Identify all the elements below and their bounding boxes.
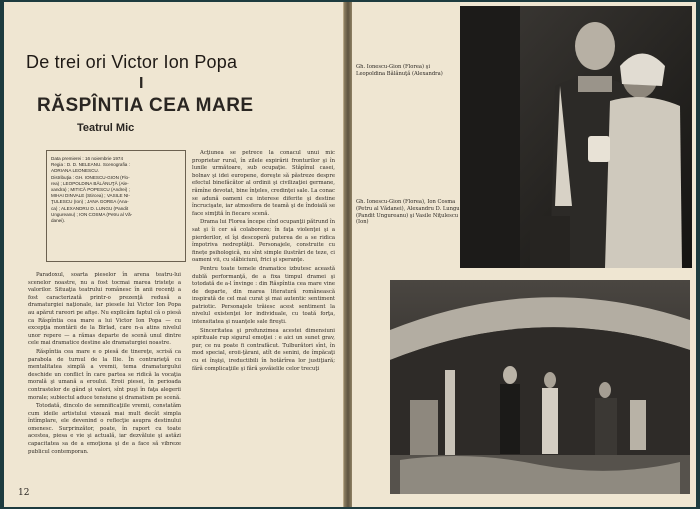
credits-box	[46, 150, 186, 262]
left-page	[4, 2, 344, 507]
book-gutter	[344, 2, 352, 507]
body-paragraph: Totodată, dincolo de semnificaţiile vremii, constatăm cum ideile artistului vizează mai mult decât simpla întîmplare, ele devenind o reflecţie asupra destinului omenesc. Surprinzător, poate, în raport cu toate acestea, piesa e vie şi actuală, iar dezvăluie şi astăzi capacitatea sa de a emoţiona şi de a face să vibreze publicul contemporan.	[28, 403, 181, 455]
article-title-line1: De trei ori Victor Ion Popa	[26, 52, 238, 72]
credits-line: Regia : D. D. NELEANU. Scenografia :	[51, 162, 130, 168]
article-column-left	[28, 272, 181, 504]
credits-line: Distribuţia : GH. IONESCU-GION (Flo-	[51, 174, 130, 180]
magazine-spread	[4, 2, 696, 507]
credits-line: Ungureanu) ; ION COSMA (Petru al Vă-	[51, 211, 133, 217]
article-column-right	[192, 150, 335, 500]
body-paragraph: Sinceritatea şi profunzimea acestei dimensiuni spirituale rup sigurul emoţiei : e aici un sunet grav, pur, ce nu poate fi contrafăcut. Tulburători sînt, în mod special, eroii-ţărani, atît de senini, de împăcaţi cu ei înşişi, ireductibili în hotărîrea lor justiţiară; fără complicaţiile şi fără şovăielile celor trecuţi	[192, 327, 335, 372]
photo-caption-duo: Gh. Ionescu-Gion (Florea) şi Leopoldina Bălănuţă (Alexandra)	[356, 64, 443, 77]
right-page	[352, 2, 696, 507]
credits-line: MIHAI DINVALE (Stircea) ; VASILE NI-	[51, 193, 130, 199]
credits-line: Data premierei : 16 noiembrie 1974	[51, 156, 124, 161]
credits-line: ŢULESCU (Ion) ; JANA GOREA (Ana-	[51, 199, 129, 205]
page-number: 12	[18, 488, 30, 498]
body-paragraph: Răspîntia cea mare e o piesă de tinereţe, scrisă ca parabola de turnul de la Ilie. În contrarieţă cu mentalitatea simplă a vremii, tema dramaturgului deschide un conflict în care partea se ridică la vocaţia morală şi umană a eroului. Eroii piesei, în perioada contrastelor de gând şi valori, sînt puşi în faţa alegerii morale; subiectul aduce tensiune şi dramatism pe scenă.	[28, 348, 181, 401]
credits-line: ca) ; ALEXANDRU D. LUNGU (Pandit	[51, 205, 129, 211]
body-paragraph: Paradoxul, soarta pieselor în arena teatru-lui scenelor noastre, nu a fost tocmai marea tristeţe a valorilor. Situaţia teatrului românesc în anii recenţi a fost caracterizată printr-o prezenţă redusă a dramaturgiei naţionale, iar piesele lui Victor Ion Popa au apărut rareori pe afişe. Nu explicăm faptul că o piesă ca Răspîntia cea mare a lui Victor Ion Popa — cu excepţia montării de la Birlad, care n-a atins nivelul unor repere — a rămas departe de scenă unul dintre cele mai dramatice destine ale dramaturgiei noastre.	[28, 272, 181, 347]
theatre-name: Teatrul Mic	[77, 122, 135, 134]
credits-line: danei).	[51, 218, 66, 224]
body-paragraph: Pentru toate temele dramatice izbutesc această dublă performanţă, de a fixa timpul dramei şi totodată de a-l învinge : din Răspîntia cea mare vine de departe, din marea literatură românească inspirată de cel mai curat şi mai autentic sentiment patriotic. Personajele trăiesc acest sentiment la nivelul existenţei lor individuale, cu toată forţa, intensitatea şi nuanţele sale fireşti.	[192, 265, 335, 326]
credits-line: xandra) ; MITICĂ POPESCU (Andrei) ;	[51, 187, 130, 193]
stage-photo-ensemble-image	[390, 280, 690, 494]
body-paragraph: Acţiunea se petrece la conacul unui mic proprietar rural, în zilele expirării fronturilor şi în lunile următoare, sub ocupaţie. Stăpînul casei, bolnav şi idei europene, doreşte să păstreze despre efectul binefăcător al ordinii şi civilizaţiei germane, rămîne devotat, bine înţeles, credinţei sale. La conac se adună oameni cu interese diferite şi destine încrucişate, iar atmosfera de teamă şi de îndoială se face simţită în fiecare scenă.	[192, 150, 335, 217]
credits-line: ADRIANA LEONESCU.	[51, 168, 99, 174]
stage-photo-duo	[460, 6, 692, 268]
photo-caption-ensemble: Gh. Ionescu-Gion (Florea), Ion Cosma (Petru al Vădanei), Alexandru D. Lungu (Pandit Ungureanu) şi Vasile Niţulescu (Ion)	[356, 199, 460, 226]
article-part-numeral: I	[139, 75, 144, 92]
body-paragraph: Drama lui Florea începe cînd ocupanţii pătrund în sat şi îi cer să colaboreze; în faţa violenţei şi a pierderilor, el îşi descoperă puterea de a se ridica împotriva nedreptăţii. Personajele, construite cu finețe psihologică, nu sînt simple ilustrări de teze, ci oameni vii, cu slăbiciuni, frici şi speranţe.	[192, 219, 335, 264]
play-title: RĂSPÎNTIA CEA MARE	[37, 95, 254, 116]
credits-line: rea) ; LEOPOLDINA BĂLĂNUŢĂ (Ale-	[51, 180, 129, 186]
stage-photo-duo-image	[460, 6, 692, 268]
stage-photo-ensemble	[390, 280, 690, 494]
